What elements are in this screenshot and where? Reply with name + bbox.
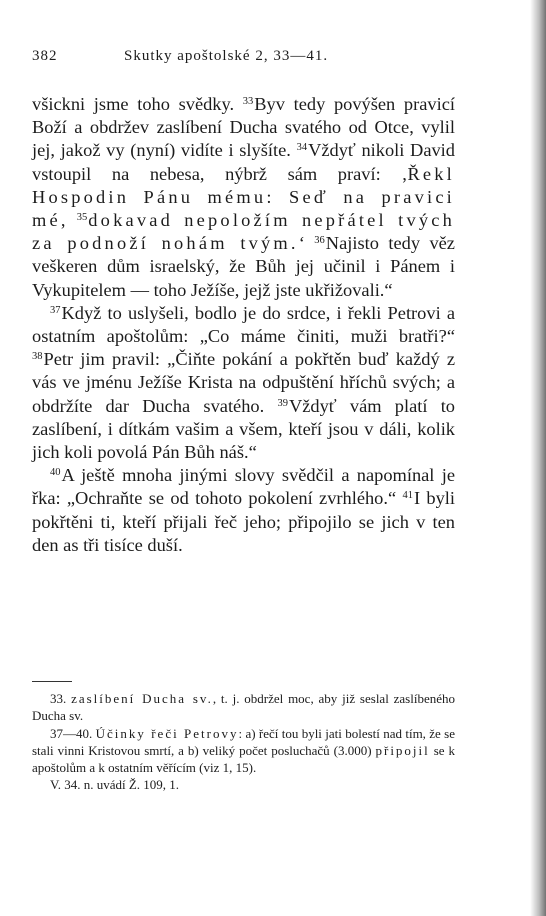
verse-number-36: 36 bbox=[314, 235, 325, 247]
running-title: Skutky apoštolské 2, 33—41. bbox=[124, 48, 329, 64]
verse-number-34: 34 bbox=[296, 142, 308, 154]
footnote-text: : a) řečí tou byli jati bolestí nad tím, že se stali vinni Kristovou smrtí, a b) veliký počet posluchačů (3.000) bbox=[32, 725, 455, 758]
verse-number-39: 39 bbox=[277, 397, 288, 409]
verse-number-37: 37 bbox=[50, 304, 61, 316]
page-header bbox=[32, 48, 492, 72]
footnote-33 bbox=[32, 690, 455, 725]
page-number: 382 bbox=[32, 48, 58, 64]
verse-number-38: 38 bbox=[32, 351, 43, 363]
psalm-quote-part-2: dokavad nepoložím nepřátel tvých za podnoží nohám tvým. bbox=[32, 210, 455, 254]
footnote-ref: 33. bbox=[50, 691, 67, 706]
footnote-text: se k apoštolům a k ostatním věřícím (viz 1, 15). bbox=[32, 742, 455, 776]
footnote-divider bbox=[32, 681, 72, 682]
footnote-emphasis: připojil bbox=[375, 742, 430, 758]
footnote-37-40 bbox=[32, 725, 455, 777]
footnotes bbox=[32, 690, 455, 794]
footnote-text: , t. j. obdržel moc, aby již seslal zaslíbeného Ducha sv. bbox=[32, 691, 455, 724]
paragraph-verses-32-36 bbox=[32, 93, 455, 302]
verse-number-40: 40 bbox=[50, 467, 61, 479]
verse-38-text: Petr jim pravil: „Čiňte pokání a pokřtěn buď každý z vás ve jménu Ježíše Krista na odpuštění hříchů svých; a obdržíte dar Ducha svatého. bbox=[32, 349, 455, 416]
verse-37-text: Když to uslyšeli, bodlo je do srdce, i řekli Petrovi a ostatním apoštolům: „Co máme činiti, muži bratři?“ bbox=[32, 302, 455, 347]
footnote-text: V. 34. n. uvádí Ž. 109, 1. bbox=[50, 777, 180, 793]
paragraph-verses-37-39 bbox=[32, 302, 455, 464]
verse-number-41: 41 bbox=[402, 490, 413, 502]
verse-39-text: Vždyť vám platí to zaslíbení, i dítkám vašim a všem, kteří jsou v dáli, kolik jich koli povolá Pán Bůh náš.“ bbox=[32, 395, 455, 463]
verse-number-35: 35 bbox=[76, 212, 88, 224]
page-binding-shadow bbox=[530, 0, 546, 916]
quote-close-mark: ‘ bbox=[298, 233, 305, 254]
paragraph-verses-40-41 bbox=[32, 464, 455, 557]
verse-36-text: Najisto tedy věz veškeren dům israelský, že Bůh jej učinil i Pánem i Vykupitelem — toho Ježíše, jejž jste ukřižovali.“ bbox=[32, 233, 455, 300]
psalm-quote-part-1: Řekl Hospodin Pánu mému: Seď na pravici mé, bbox=[32, 163, 455, 231]
verse-33-text: Byv tedy povýšen pravicí Boží a obdržev zaslíbení Ducha svatého od Otce, vylil jej, jakož vy (nyní) vidíte i slyšíte. bbox=[32, 94, 455, 161]
footnote-term: zaslíbení Ducha sv. bbox=[71, 691, 213, 706]
verse-34-text: Vždyť nikoli David vstoupil na nebesa, nýbrž sám praví: ‚ bbox=[32, 140, 455, 184]
main-text bbox=[32, 93, 455, 557]
verse-32-end-text: všickni jsme toho svědky. bbox=[32, 94, 235, 114]
footnote-term: Účinky řeči Petrovy bbox=[95, 725, 239, 741]
verse-number-33: 33 bbox=[242, 96, 254, 107]
footnote-ref: 37—40. bbox=[50, 725, 93, 741]
verse-41-text: I byli pokřtěni ti, kteří přijali řeč jeho; připojilo se jich v ten den as tři tisíce duší. bbox=[32, 488, 455, 555]
verse-40-text: A ještě mnoha jinými slovy svědčil a napomínal je řka: „Ochraňte se od tohoto pokolení zvrhlého.“ bbox=[32, 465, 455, 509]
footnote-v34 bbox=[32, 776, 455, 793]
